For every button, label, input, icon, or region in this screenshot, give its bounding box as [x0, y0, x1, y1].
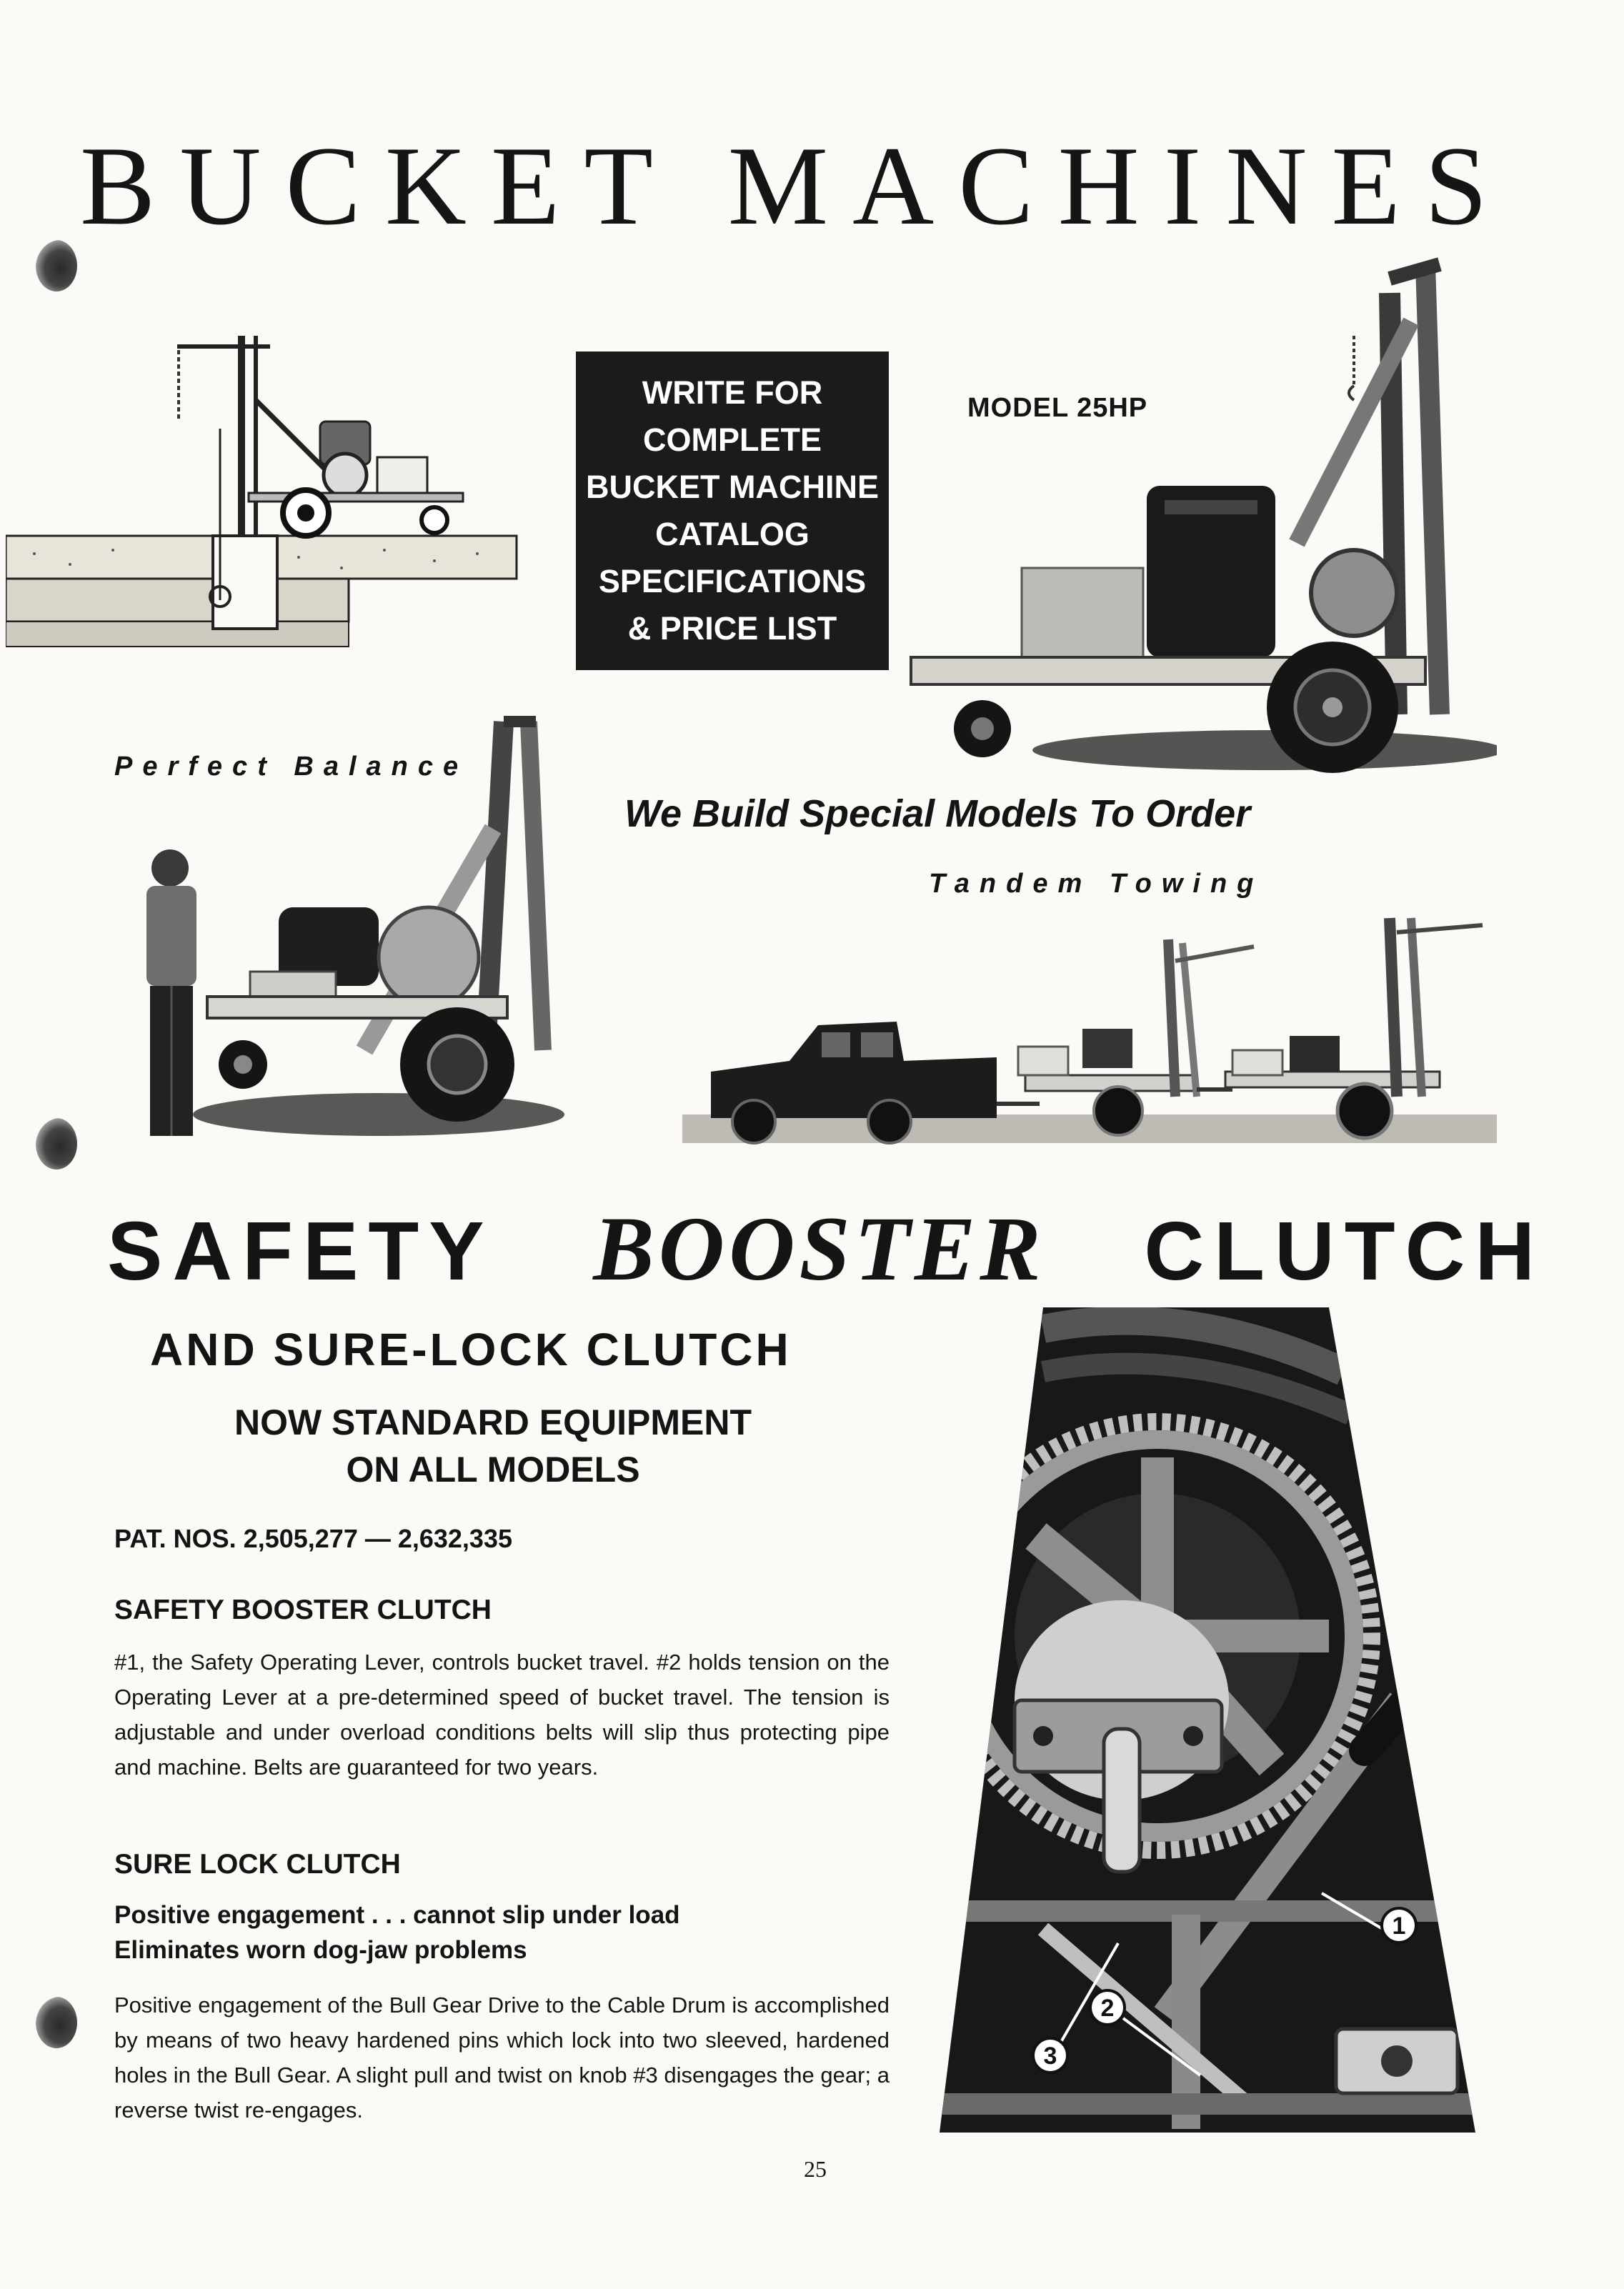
safety-booster-section-title: SAFETY BOOSTER CLUTCH	[114, 1595, 492, 1625]
callout-3-label: 3	[1043, 2043, 1057, 2070]
sure-lock-section-title: SURE LOCK CLUTCH	[114, 1849, 401, 1880]
clutch-heading-safety: SAFETY	[107, 1205, 494, 1297]
model-caption: MODEL 25HP	[967, 393, 1148, 423]
perfect-balance-photo	[107, 714, 593, 1150]
sure-lock-highlight-2: Eliminates worn dog-jaw problems	[114, 1936, 527, 1964]
callout-3	[1033, 2038, 1067, 2073]
tandem-towing-photo	[682, 904, 1497, 1150]
standard-equipment-note	[171, 1399, 815, 1493]
manhole-machine-illustration	[6, 321, 520, 657]
safety-booster-description: #1, the Safety Operating Lever, controls bucket travel. #2 holds tension on the Operating Lever at a pre-determined speed of bucket travel. The tension is adjustable and under overload conditions belts will slip thus protecting pipe and machine. Belts are guaranteed for two years.	[114, 1650, 890, 1780]
clutch-heading-booster: BOOSTER	[593, 1198, 1045, 1300]
catalog-request-text: WRITE FOR COMPLETE BUCKET MACHINE CATALOG SPECIFICATIONS & PRICE LIST	[586, 374, 879, 647]
perfect-balance-caption: Perfect Balance	[114, 752, 469, 782]
model-25hp-photo	[897, 257, 1497, 793]
special-models-caption: We Build Special Models To Order	[624, 792, 1251, 835]
catalog-request-box	[576, 351, 889, 670]
binder-hole-middle	[36, 1118, 77, 1170]
callout-1	[1382, 1908, 1416, 1943]
tandem-towing-caption: Tandem Towing	[929, 869, 1264, 899]
clutch-gear-photo	[936, 1300, 1479, 2136]
standard-equipment-line2: ON ALL MODELS	[346, 1450, 640, 1490]
callout-2-label: 2	[1100, 1995, 1115, 2022]
callout-1-label: 1	[1392, 1913, 1406, 1940]
sure-lock-description: Positive engagement of the Bull Gear Drive to the Cable Drum is accomplished by means of two heavy hardened pins which lock into two sleeved, hardened holes in the Bull Gear. A slight pull and twist on knob #3 disengages the gear; a reverse twist re-engages.	[114, 1993, 890, 2123]
page-title: BUCKET MACHINES	[80, 124, 1512, 249]
binder-hole-bottom	[36, 1997, 77, 2048]
page-number: 25	[804, 2156, 827, 2182]
standard-equipment-line1: NOW STANDARD EQUIPMENT	[234, 1402, 752, 1442]
callout-2	[1090, 1990, 1125, 2025]
clutch-heading	[107, 1197, 1545, 1302]
clutch-heading-clutch: CLUTCH	[1144, 1205, 1545, 1297]
binder-hole-top	[36, 240, 77, 291]
sure-lock-highlights	[114, 1897, 680, 1968]
sure-lock-subheading: AND SURE-LOCK CLUTCH	[150, 1324, 792, 1375]
patent-numbers: PAT. NOS. 2,505,277 — 2,632,335	[114, 1524, 512, 1553]
sure-lock-highlight-1: Positive engagement . . . cannot slip under load	[114, 1901, 680, 1929]
